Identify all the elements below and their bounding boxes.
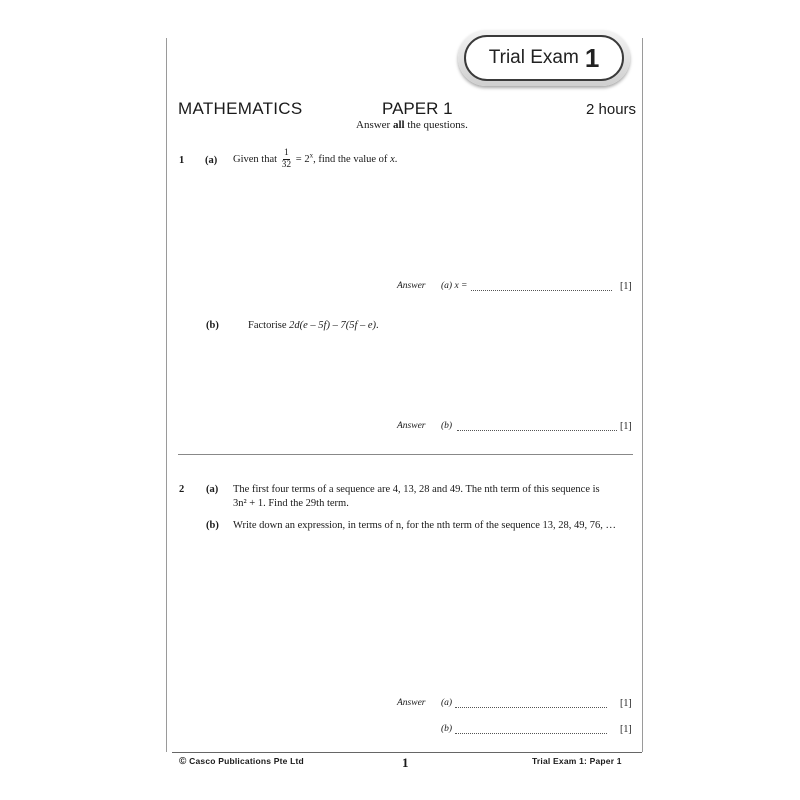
page-number: 1: [402, 755, 409, 770]
answer-line-1b[interactable]: [457, 430, 617, 431]
answer-line-1a[interactable]: [471, 290, 612, 291]
badge-label: Trial Exam: [488, 47, 579, 68]
mark-1b: [1]: [620, 421, 632, 432]
duration: 2 hours: [586, 101, 637, 118]
question-1b-text: Factorise 2d(e – 5f) – 7(5f – e).: [248, 320, 379, 331]
question-2b-text: Write down an expression, in terms of n, for the nth term of the sequence 13, 28, 49, 76, …: [233, 520, 617, 531]
badge-number: 1: [584, 42, 600, 73]
question-2a-label: (a): [206, 484, 219, 495]
question-1a-label: (a): [205, 155, 218, 166]
footer-paper-label: Trial Exam 1: Paper 1: [532, 756, 622, 766]
paper-title: PAPER 1: [382, 99, 453, 118]
answer-label-1b: Answer: [397, 421, 426, 431]
question-1a-text: Given that $\frac{1}{32}$ = $2^x$, find the value of x.: [233, 148, 398, 170]
question-2b-label: (b): [206, 520, 219, 531]
subject-title: MATHEMATICS: [178, 99, 303, 118]
mark-2b: [1]: [620, 724, 632, 735]
answer-part-1b: (b): [441, 421, 453, 431]
question-1-number: 1: [179, 155, 185, 166]
mark-2a: [1]: [620, 698, 632, 709]
left-margin-line: [166, 38, 167, 752]
answer-part-2b: (b): [441, 724, 453, 734]
answer-part-1a: (a) x =: [441, 281, 468, 291]
mark-1a: [1]: [620, 281, 632, 292]
right-margin-line: [642, 38, 643, 752]
question-2a-line2: 3n² + 1. Find the 29th term.: [233, 498, 349, 509]
answer-part-2a: (a): [441, 698, 453, 708]
instruction: Answer all the questions.: [356, 119, 468, 131]
footer-rule: [172, 752, 642, 753]
question-1b-label: (b): [206, 320, 219, 331]
answer-line-2b[interactable]: [455, 733, 607, 734]
question-2-number: 2: [179, 484, 185, 495]
answer-line-2a[interactable]: [455, 707, 607, 708]
question-divider: [178, 454, 633, 455]
copyright-icon: ©: [179, 756, 187, 767]
answer-label-2: Answer: [397, 698, 426, 708]
answer-label-1a: Answer: [397, 281, 426, 291]
fraction: $\frac{1}{32}$: [281, 148, 292, 170]
footer-publisher: © Casco Publications Pte Ltd: [179, 756, 304, 767]
trial-exam-badge: [458, 30, 630, 86]
question-2a-line1: The first four terms of a sequence are 4, 13, 28 and 49. The nth term of this sequence is: [233, 484, 600, 495]
